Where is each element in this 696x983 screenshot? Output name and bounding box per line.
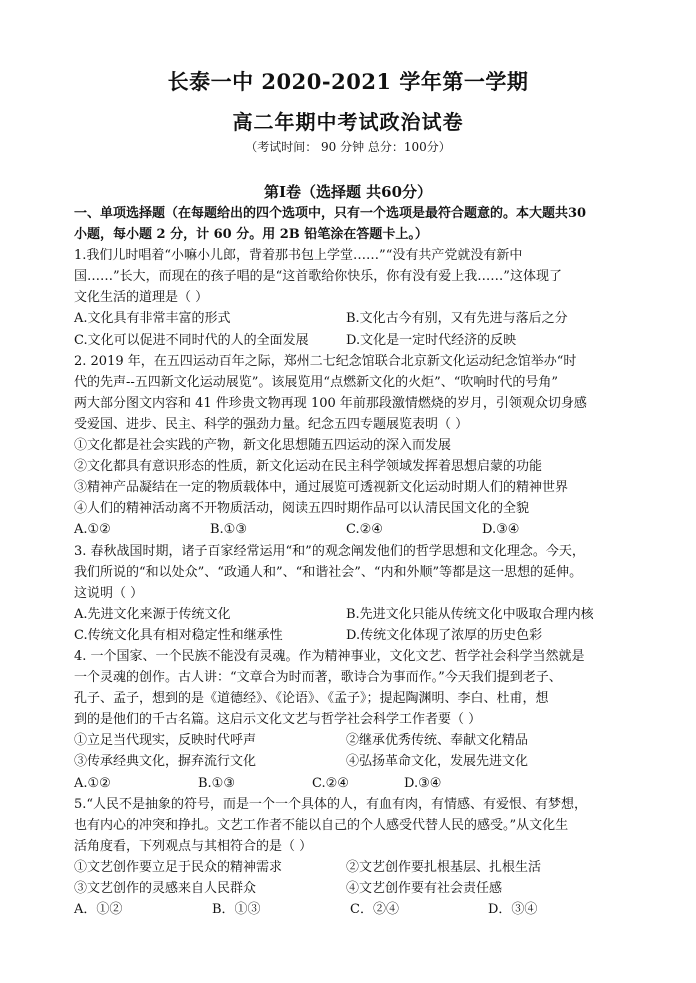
option-row: [74, 308, 634, 329]
statement-2: ②文艺创作要扎根基层、扎根生活: [346, 859, 542, 875]
option-b: B.①③: [198, 775, 235, 791]
statement-line: ②文化都具有意识形态的性质，新文化运动在民主科学领域发挥着思想启蒙的功能: [74, 459, 543, 475]
option-a: A．①②: [74, 902, 123, 918]
option-row: [74, 604, 634, 625]
option-c: C.②④: [312, 775, 349, 791]
question-1: [74, 245, 634, 350]
option-d: D.③④: [482, 522, 520, 538]
question-stem-line: 我们所说的“和以处众”、“政通人和”、“和谐社会”、“内和外顺”等都是这一思想的延伸。: [74, 564, 583, 580]
exam-info: （考试时间： 90 分钟 总分：100分）: [245, 140, 451, 154]
option-c: C.文化可以促进不同时代的人的全面发展: [74, 332, 309, 348]
option-b: B.先进文化只能从传统文化中吸取合理内核: [346, 606, 594, 622]
question-stem-line: 一个灵魂的创作。古人讲：“文章合为时而著，歌诗合为事而作。”今天我们提到老子、: [74, 670, 562, 686]
question-stem-line: 国……”长大，而现在的孩子唱的是“这首歌给你快乐，你有没有爱上我……”这体现了: [74, 269, 562, 285]
option-a: A.文化具有非常丰富的形式: [74, 311, 231, 327]
question-5: [74, 794, 634, 921]
question-stem-line: 1.我们儿时唱着“小嘛小儿郎，背着那书包上学堂……”“没有共产党就没有新中: [74, 248, 523, 264]
question-stem-line: 4. 一个国家、一个民族不能没有灵魂。作为精神事业，文化文艺、哲学社会科学当然就是: [74, 648, 585, 664]
statement-row: [74, 751, 634, 772]
statement-4: ④文艺创作要有社会责任感: [346, 881, 503, 896]
question-stem-line: 代的先声--五四新文化运动展览”。该展览用“点燃新文化的火炬”、“吹响时代的号角”: [74, 374, 559, 390]
instruction-line: 一、单项选择题（在每题给出的四个选项中，只有一个选项是最符合题意的。本大题共30: [74, 206, 587, 221]
option-c: C.②④: [346, 522, 383, 538]
school-term-title: 长泰一中 2020-2021 学年第一学期: [167, 69, 529, 94]
question-stem-line: 文化生活的道理是（ ）: [74, 290, 209, 306]
question-4: [74, 646, 634, 794]
option-d: D．③④: [488, 902, 538, 918]
question-stem-line: 受爱国、进步、民主、科学的强劲力量。纪念五四专题展览表明（ ）: [74, 416, 469, 432]
statement-1: ①立足当代现实，反映时代呼声: [74, 733, 257, 749]
option-d: D.传统文化体现了浓厚的历史色彩: [346, 627, 543, 643]
section-title: 第Ⅰ卷（选择题 共60分）: [263, 183, 433, 201]
option-row: [74, 625, 634, 646]
statement-row: [74, 730, 634, 751]
question-stem-line: 3. 春秋战国时期，诸子百家经常运用“和”的观念阐发他们的哲学思想和文化理念。今天，: [74, 543, 585, 559]
option-row: [74, 330, 634, 351]
option-row: [74, 899, 634, 920]
option-a: A.①②: [74, 775, 111, 791]
option-d: D.③④: [404, 775, 442, 791]
question-content: [74, 203, 634, 920]
statement-3: ③文艺创作的灵感来自人民群众: [74, 881, 257, 896]
question-stem-line: 5.“人民不是抽象的符号，而是一个一个具体的人，有血有肉，有情感、有爱恨、有梦想，: [74, 796, 588, 812]
option-a: A.先进文化来源于传统文化: [74, 606, 231, 622]
statement-4: ④弘扬革命文化，发展先进文化: [346, 754, 529, 770]
statement-line: ④人们的精神活动离不开物质活动，阅读五四时期作品可以认清民国文化的全貌: [74, 501, 530, 517]
question-stem-line: 孔子、孟子，想到的是《道德经》、《论语》、《孟子》；提起陶渊明、李白、杜甫，想: [74, 691, 549, 707]
option-c: C.传统文化具有相对稳定性和继承性: [74, 627, 283, 643]
instruction-line: 小题，每小题 2 分，计 60 分。用 2B 铅笔涂在答题卡上。）: [74, 227, 428, 243]
option-c: C．②④: [350, 902, 399, 918]
option-b: B.①③: [210, 522, 247, 538]
exam-title: 高二年期中考试政治试卷: [232, 110, 464, 134]
option-row: [74, 773, 634, 794]
statement-3: ③传承经典文化，摒弃流行文化: [74, 754, 257, 770]
question-stem-line: 到的是他们的千古名篇。这启示文化文艺与哲学社会科学工作者要（ ）: [74, 712, 482, 728]
question-stem-line: 这说明（ ）: [74, 585, 144, 601]
option-a: A.①②: [74, 522, 111, 538]
statement-line: ①文化都是社会实践的产物，新文化思想随五四运动的深入而发展: [74, 438, 452, 454]
question-3: [74, 541, 634, 646]
option-b: B.文化古今有别，又有先进与落后之分: [346, 311, 568, 327]
question-stem-line: 也有内心的冲突和挣扎。文艺工作者不能以自己的个人感受代替人民的感受。”从文化生: [74, 817, 569, 833]
statement-2: ②继承优秀传统、奉献文化精品: [346, 733, 529, 749]
option-row: [74, 519, 634, 540]
option-b: B．①③: [212, 902, 261, 918]
statement-1: ①文艺创作要立足于民众的精神需求: [74, 859, 283, 875]
statement-line: ③精神产品凝结在一定的物质载体中，通过展览可透视新文化运动时期人们的精神世界: [74, 480, 569, 496]
statement-row: [74, 878, 634, 899]
statement-row: [74, 857, 634, 878]
option-d: D.文化是一定时代经济的反映: [346, 332, 517, 348]
question-stem-line: 2. 2019 年，在五四运动百年之际，郑州二七纪念馆联合北京新文化运动纪念馆举办“时: [74, 353, 577, 369]
question-stem-line: 两大部分图文内容和 41 件珍贵文物再现 100 年前那段激情燃烧的岁月，引领观众切身感: [74, 395, 587, 411]
question-2: [74, 351, 634, 541]
question-stem-line: 活角度看，下列观点与其相符合的是（ ）: [74, 838, 313, 854]
